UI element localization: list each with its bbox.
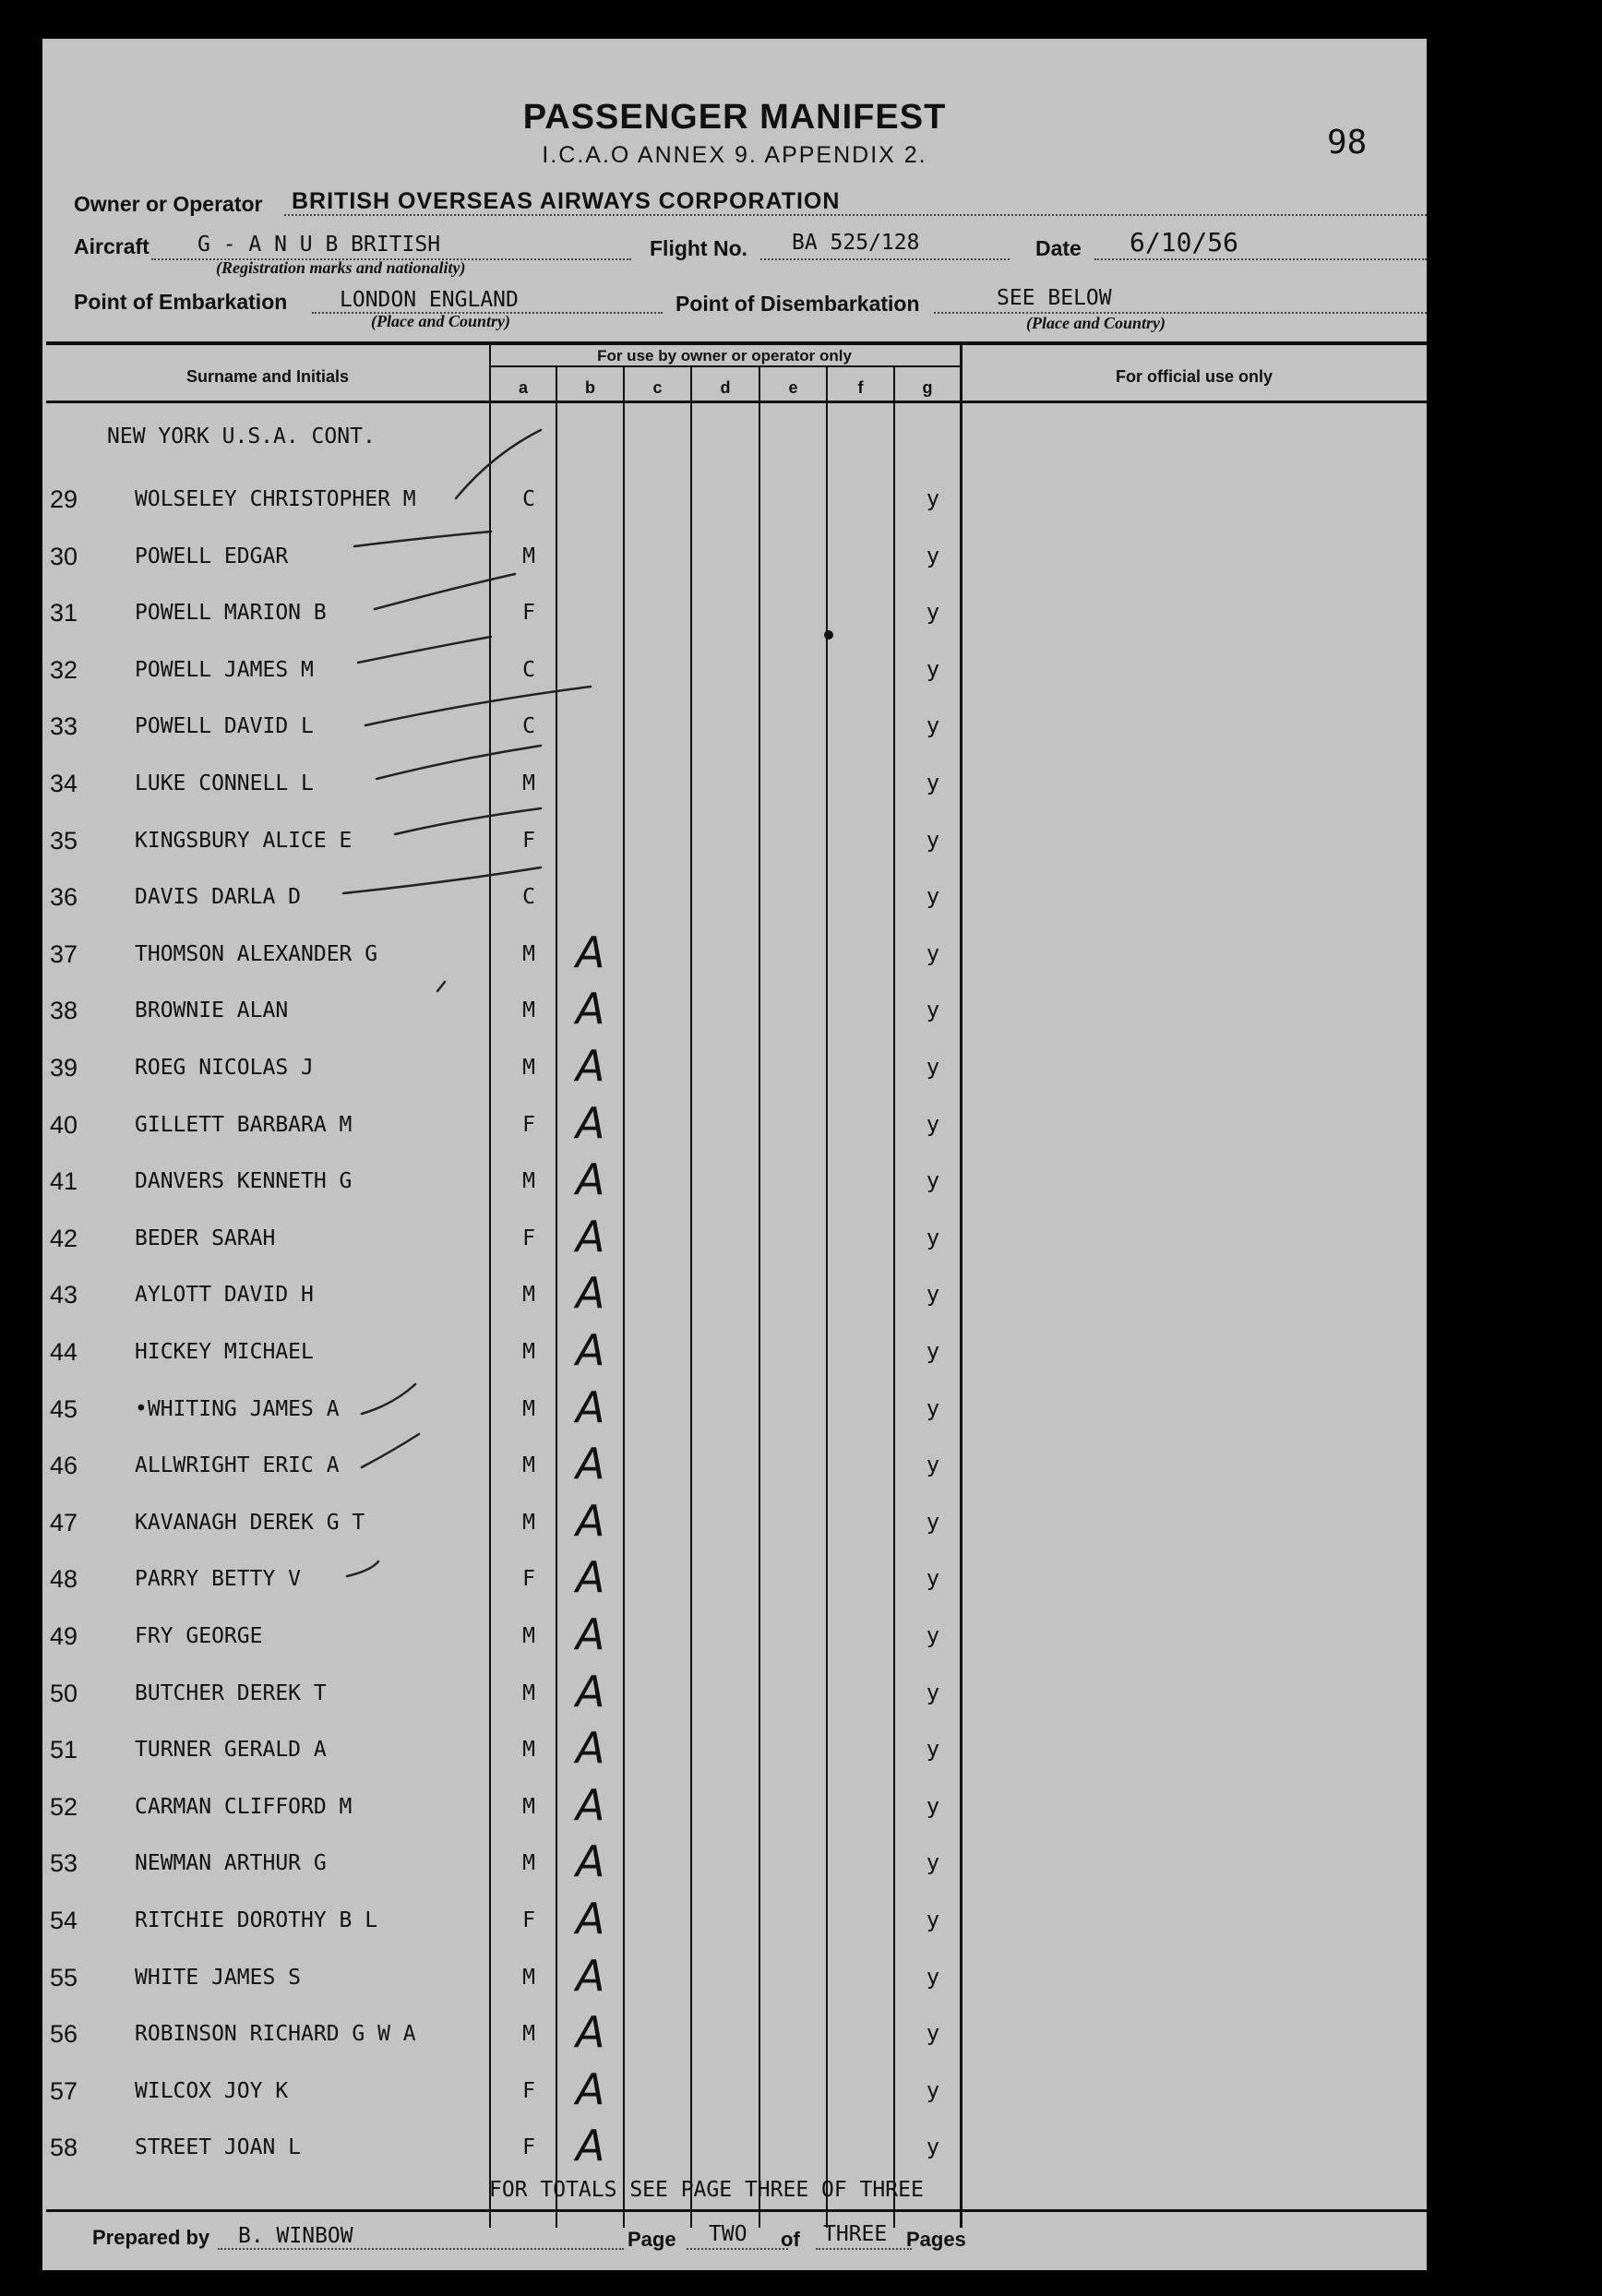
subcol-g-header: g bbox=[922, 378, 933, 397]
col-a-value: M bbox=[522, 1453, 535, 1478]
col-a-value: M bbox=[522, 1680, 535, 1705]
row-number: 32 bbox=[50, 655, 78, 684]
col-g-value: y bbox=[926, 826, 940, 853]
col-a-value: C bbox=[522, 487, 535, 511]
embarkation-label: Point of Embarkation bbox=[74, 290, 288, 314]
of-label: of bbox=[781, 2228, 800, 2251]
passenger-name: GILLETT BARBARA M bbox=[135, 1112, 353, 1137]
col-a-value: C bbox=[522, 657, 535, 682]
col-b-handwritten-mark: A bbox=[576, 1325, 605, 1375]
row-number: 30 bbox=[50, 542, 78, 570]
col-g-value: y bbox=[926, 770, 940, 795]
col-g-value: y bbox=[926, 1224, 940, 1250]
col-g-value: y bbox=[926, 1679, 940, 1705]
col-a-value: C bbox=[522, 714, 535, 739]
check-stroke-29 bbox=[456, 430, 541, 498]
disembarkation-caption: (Place and Country) bbox=[1026, 314, 1166, 332]
row-number: 52 bbox=[50, 1792, 78, 1821]
col-a-value: M bbox=[522, 941, 535, 966]
passenger-name: TURNER GERALD A bbox=[135, 1738, 327, 1763]
col-b-handwritten-mark: A bbox=[576, 1211, 605, 1262]
col-g-value: y bbox=[926, 1792, 940, 1819]
page-number: 98 bbox=[1327, 124, 1368, 161]
passenger-name: BROWNIE ALAN bbox=[135, 999, 289, 1023]
col-b-handwritten-mark: A bbox=[576, 1666, 605, 1716]
embarkation-value: LONDON ENGLAND bbox=[340, 288, 519, 312]
col-b-handwritten-mark: A bbox=[576, 1894, 605, 1943]
pages-label: Pages bbox=[906, 2228, 966, 2251]
dash-stroke-33 bbox=[365, 687, 591, 725]
dash-stroke-34 bbox=[377, 746, 541, 779]
col-g-value: y bbox=[926, 1963, 940, 1990]
document-subtitle: I.C.A.O ANNEX 9. APPENDIX 2. bbox=[542, 142, 927, 168]
row-number: 38 bbox=[50, 997, 78, 1025]
col-b-handwritten-mark: A bbox=[576, 1609, 605, 1659]
col-b-handwritten-mark: A bbox=[576, 1381, 605, 1432]
col-g-value: y bbox=[926, 2076, 940, 2103]
subcol-f-header: f bbox=[857, 378, 864, 397]
col-a-value: F bbox=[522, 828, 535, 853]
owner-use-header: For use by owner or operator only bbox=[597, 347, 852, 365]
passenger-name: CARMAN CLIFFORD M bbox=[135, 1794, 353, 1819]
col-g-value: y bbox=[926, 939, 940, 966]
passenger-name: ALLWRIGHT ERIC A bbox=[135, 1453, 340, 1478]
row-number: 51 bbox=[50, 1736, 78, 1764]
row-number: 35 bbox=[50, 826, 78, 855]
subcol-e-header: e bbox=[788, 378, 798, 397]
subcol-a-header: a bbox=[518, 378, 528, 397]
row-number: 31 bbox=[50, 599, 78, 628]
dash-stroke-35 bbox=[395, 808, 541, 834]
passenger-name: POWELL DAVID L bbox=[135, 714, 314, 739]
passenger-name: THOMSON ALEXANDER G bbox=[135, 941, 378, 966]
passenger-name: POWELL MARION B bbox=[135, 601, 327, 626]
col-a-value: M bbox=[522, 1396, 535, 1421]
passenger-name: POWELL EDGAR bbox=[135, 544, 289, 568]
passenger-name: NEWMAN ARTHUR G bbox=[135, 1851, 327, 1876]
col-a-value: M bbox=[522, 544, 535, 568]
col-g-value: y bbox=[926, 599, 940, 626]
row-number: 39 bbox=[50, 1054, 78, 1082]
col-b-handwritten-mark: A bbox=[576, 1495, 605, 1546]
passenger-name: POWELL JAMES M bbox=[135, 657, 314, 682]
col-a-value: M bbox=[522, 1340, 535, 1364]
col-a-value: M bbox=[522, 999, 535, 1023]
col-b-handwritten-mark: A bbox=[576, 1097, 605, 1148]
row-number: 36 bbox=[50, 883, 78, 912]
col-b-handwritten-mark: A bbox=[576, 1723, 605, 1774]
page-label: Page bbox=[628, 2228, 676, 2251]
col-g-value: y bbox=[926, 1907, 940, 1932]
col-b-handwritten-mark: A bbox=[576, 927, 605, 977]
passenger-name: FRY GEORGE bbox=[135, 1624, 263, 1648]
col-g-value: y bbox=[926, 997, 940, 1023]
of-underline bbox=[816, 2248, 912, 2250]
prepared-by-value: B. WINBOW bbox=[238, 2224, 353, 2248]
flight-label: Flight No. bbox=[650, 236, 748, 260]
aircraft-value: G - A N U B BRITISH bbox=[197, 233, 441, 257]
row-number: 58 bbox=[50, 2134, 78, 2162]
col-a-value: F bbox=[522, 2078, 535, 2103]
col-g-value: y bbox=[926, 1508, 940, 1535]
row-number: 40 bbox=[50, 1110, 78, 1139]
row-number: 37 bbox=[50, 939, 78, 968]
col-a-value: M bbox=[522, 2022, 535, 2047]
col-a-value: F bbox=[522, 1567, 535, 1592]
row-number: 41 bbox=[50, 1167, 78, 1196]
col-g-value: y bbox=[926, 655, 940, 682]
col-b-handwritten-mark: A bbox=[576, 1950, 605, 2001]
dash-stroke-32 bbox=[358, 637, 491, 663]
col-b-handwritten-mark: A bbox=[576, 2007, 605, 2058]
handwritten-strokes bbox=[42, 39, 1427, 2270]
row-number: 49 bbox=[50, 1622, 78, 1650]
col-g-value: y bbox=[926, 2020, 940, 2047]
col-a-value: C bbox=[522, 885, 535, 910]
official-use-header: For official use only bbox=[1115, 367, 1273, 386]
row-number: 43 bbox=[50, 1281, 78, 1309]
document-title: PASSENGER MANIFEST bbox=[522, 98, 947, 137]
col-g-value: y bbox=[926, 1167, 940, 1194]
of-value: THREE bbox=[823, 2222, 888, 2246]
col-a-value: F bbox=[522, 1226, 535, 1250]
row-number: 34 bbox=[50, 770, 78, 797]
passenger-name: RITCHIE DOROTHY B L bbox=[135, 1908, 378, 1932]
row-number: 57 bbox=[50, 2076, 78, 2105]
totals-note: FOR TOTALS SEE PAGE THREE OF THREE bbox=[489, 2178, 924, 2202]
disembarkation-value: SEE BELOW bbox=[997, 286, 1112, 310]
row-number: 33 bbox=[50, 712, 78, 741]
dash-stroke-30 bbox=[354, 532, 491, 546]
col-a-value: M bbox=[522, 1169, 535, 1194]
aircraft-label: Aircraft bbox=[74, 234, 149, 258]
passenger-name: WOLSELEY CHRISTOPHER M bbox=[135, 487, 416, 511]
row-number: 48 bbox=[50, 1565, 78, 1594]
col-g-value: y bbox=[926, 1849, 940, 1876]
col-b-handwritten-mark: A bbox=[576, 2063, 605, 2114]
col-b-handwritten-mark: A bbox=[576, 1154, 605, 1205]
passenger-name: KAVANAGH DEREK G T bbox=[135, 1510, 365, 1535]
passenger-name: LUKE CONNELL L bbox=[135, 771, 314, 795]
continuation-heading: NEW YORK U.S.A. CONT. bbox=[107, 425, 376, 448]
col-g-value: y bbox=[926, 1281, 940, 1308]
col-b-handwritten-mark: A bbox=[576, 984, 605, 1034]
row-number: 54 bbox=[50, 1907, 78, 1934]
col-a-value: M bbox=[522, 1283, 535, 1308]
col-a-value: F bbox=[522, 1908, 535, 1932]
prepared-by-underline bbox=[218, 2248, 624, 2250]
row-number: 46 bbox=[50, 1452, 78, 1480]
col-g-value: y bbox=[926, 1394, 940, 1421]
col-b-handwritten-mark: A bbox=[576, 1779, 605, 1830]
aircraft-caption: (Registration marks and nationality) bbox=[216, 258, 466, 277]
passenger-name: HICKEY MICHAEL bbox=[135, 1340, 314, 1364]
col-g-value: y bbox=[926, 2134, 940, 2160]
row-number: 47 bbox=[50, 1508, 78, 1537]
date-value: 6/10/56 bbox=[1130, 227, 1239, 257]
passenger-name: STREET JOAN L bbox=[135, 2135, 302, 2160]
passenger-name: AYLOTT DAVID H bbox=[135, 1283, 314, 1308]
col-g-value: y bbox=[926, 1338, 940, 1364]
passenger-name: •WHITING JAMES A bbox=[135, 1396, 340, 1421]
dash-stroke-36 bbox=[343, 867, 541, 893]
col-a-value: M bbox=[522, 771, 535, 795]
col-g-value: y bbox=[926, 883, 940, 910]
col-a-value: F bbox=[522, 2135, 535, 2160]
check-stroke-45 bbox=[362, 1384, 415, 1414]
col-a-value: M bbox=[522, 1624, 535, 1648]
subcol-c-header: c bbox=[652, 378, 663, 397]
col-a-value: M bbox=[522, 1056, 535, 1080]
col-g-value: y bbox=[926, 1736, 940, 1763]
col-a-value: F bbox=[522, 1112, 535, 1137]
row-number: 29 bbox=[50, 485, 78, 513]
embarkation-caption: (Place and Country) bbox=[371, 312, 510, 330]
passenger-name: DANVERS KENNETH G bbox=[135, 1169, 353, 1194]
col-a-value: F bbox=[522, 601, 535, 626]
col-g-value: y bbox=[926, 542, 940, 568]
page-value: TWO bbox=[709, 2222, 747, 2246]
passenger-name: DAVIS DARLA D bbox=[135, 885, 302, 910]
date-label: Date bbox=[1035, 236, 1082, 260]
col-g-value: y bbox=[926, 1622, 940, 1648]
prepared-by-label: Prepared by bbox=[92, 2226, 210, 2249]
col-b-handwritten-mark: A bbox=[576, 1268, 605, 1319]
row-number: 44 bbox=[50, 1338, 78, 1366]
ink-dot bbox=[824, 630, 833, 640]
subcol-b-header: b bbox=[585, 378, 595, 397]
owner-value: BRITISH OVERSEAS AIRWAYS CORPORATION bbox=[292, 188, 841, 214]
row-number: 53 bbox=[50, 1849, 78, 1878]
col-g-value: y bbox=[926, 1452, 940, 1478]
row-number: 50 bbox=[50, 1679, 78, 1707]
passenger-name: ROBINSON RICHARD G W A bbox=[135, 2022, 416, 2047]
col-b-handwritten-mark: A bbox=[576, 1836, 605, 1887]
col-a-value: M bbox=[522, 1965, 535, 1990]
col-g-value: y bbox=[926, 1565, 940, 1592]
surname-header: Surname and Initials bbox=[185, 367, 350, 386]
manifest-sheet bbox=[42, 39, 1427, 2270]
check-stroke-46 bbox=[362, 1434, 419, 1467]
row-number: 56 bbox=[50, 2020, 78, 2049]
row-number: 45 bbox=[50, 1394, 78, 1423]
passenger-name: WHITE JAMES S bbox=[135, 1965, 302, 1990]
col-b-handwritten-mark: A bbox=[576, 2121, 605, 2171]
flight-value: BA 525/128 bbox=[792, 231, 920, 255]
check-stroke-48 bbox=[347, 1561, 378, 1576]
page-underline bbox=[687, 2248, 788, 2250]
passenger-name: WILCOX JOY K bbox=[135, 2078, 289, 2103]
passenger-name: BEDER SARAH bbox=[135, 1226, 276, 1250]
col-a-value: M bbox=[522, 1738, 535, 1763]
row-number: 42 bbox=[50, 1224, 78, 1252]
col-b-handwritten-mark: A bbox=[576, 1552, 605, 1603]
col-g-value: y bbox=[926, 485, 940, 511]
passenger-name: BUTCHER DEREK T bbox=[135, 1680, 327, 1705]
col-g-value: y bbox=[926, 712, 940, 739]
col-a-value: M bbox=[522, 1510, 535, 1535]
col-b-handwritten-mark: A bbox=[576, 1439, 605, 1489]
passenger-name: ROEG NICOLAS J bbox=[135, 1056, 314, 1080]
disembarkation-label: Point of Disembarkation bbox=[675, 292, 920, 316]
tick-stroke-38 bbox=[437, 982, 445, 991]
col-b-handwritten-mark: A bbox=[576, 1041, 605, 1091]
col-g-value: y bbox=[926, 1110, 940, 1137]
passenger-name: KINGSBURY ALICE E bbox=[135, 828, 353, 853]
owner-label: Owner or Operator bbox=[74, 192, 263, 216]
subcol-d-header: d bbox=[720, 378, 731, 397]
col-a-value: M bbox=[522, 1851, 535, 1876]
col-a-value: M bbox=[522, 1794, 535, 1819]
col-g-value: y bbox=[926, 1054, 940, 1080]
row-number: 55 bbox=[50, 1963, 78, 1991]
dash-stroke-31 bbox=[375, 574, 515, 609]
passenger-name: PARRY BETTY V bbox=[135, 1567, 302, 1592]
